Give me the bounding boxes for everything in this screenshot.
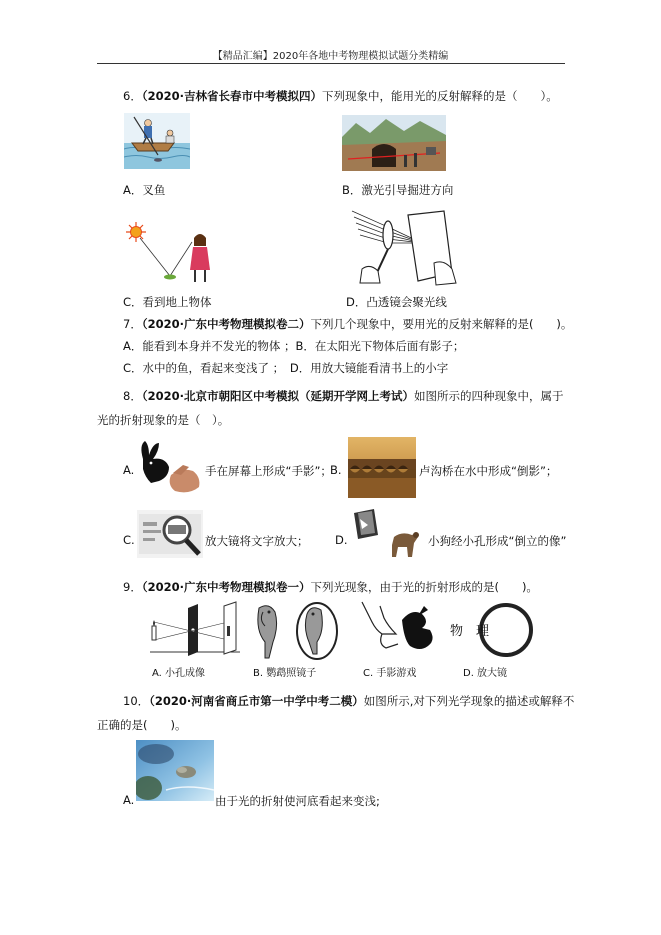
- q8-option-a-text: 手在屏幕上形成“手影”；: [205, 464, 332, 478]
- q10-riverbed-image: [136, 740, 214, 801]
- q6-seeing-object-image: [124, 220, 219, 286]
- q8-option-b-label: B.: [330, 463, 342, 477]
- q9-lens-text: 物 理: [450, 624, 490, 639]
- q10-source: （2020·河南省商丘市第一中学中考二模）: [149, 694, 364, 708]
- q6-option-a: A．叉鱼: [123, 183, 166, 197]
- q10-option-a-label: A.: [123, 793, 135, 807]
- q7-options-line-2: C．水中的鱼，看起来变浅了 ； D．用放大镜能看清书上的小字: [123, 361, 449, 375]
- q8-pinhole-dog-image: [350, 507, 426, 565]
- q7-source: （2020·广东中考物理模拟卷二）: [141, 317, 311, 331]
- question-8-stem-line-1: [123, 388, 563, 404]
- q8-option-d-text: 小狗经小孔形成“倒立的像”: [428, 534, 567, 548]
- q7-text: 下列几个现象中，要用光的反射来解释的是( )。: [310, 317, 573, 331]
- q8-bridge-reflection-image: [348, 437, 416, 498]
- q8-hand-shadow-image: [137, 437, 203, 497]
- q8-number: 8．: [123, 389, 142, 403]
- q7-options-line-1: A．能看到本身并不发光的物体 ；B．在太阳光下物体后面有影子；: [123, 339, 465, 353]
- q9-source: （2020·广东中考物理模拟卷一）: [141, 580, 311, 594]
- q6-laser-tunnel-image: [342, 115, 446, 171]
- q8-option-b-text: 卢沟桥在水中形成“倒影”；: [419, 464, 558, 478]
- question-9-stem: [123, 579, 538, 595]
- q8-stem-line-2: 光的折射现象的是（ ）。: [97, 413, 230, 427]
- q6-source: （2020·吉林省长春市中考模拟四）: [141, 89, 322, 103]
- header-rule: [97, 63, 565, 64]
- q10-text-1: 如图所示,对下列光学现象的描述或解释不: [363, 694, 575, 708]
- q8-text-1: 如图所示的四种现象中，属于: [413, 389, 564, 403]
- q6-convex-lens-image: [348, 207, 463, 289]
- page-header-title: 【精品汇编】2020年各地中考物理模拟试题分类精编: [212, 51, 449, 62]
- q10-number: 10．: [123, 694, 150, 708]
- q10-option-a-text: 由于光的折射使河底看起来变浅;: [215, 794, 380, 808]
- q9-caption-c: C. 手影游戏: [363, 668, 417, 679]
- question-7-stem: [123, 316, 572, 332]
- q9-pinhole-image: [146, 600, 244, 662]
- q9-caption-b: B. 鹦鹉照镜子: [253, 668, 317, 679]
- q8-source: （2020·北京市朝阳区中考模拟（延期开学网上考试）: [141, 389, 414, 403]
- q9-magnifier-image: [446, 600, 544, 662]
- q6-option-b: B．激光引导掘进方向: [342, 183, 454, 197]
- q6-option-c: C．看到地上物体: [123, 295, 212, 309]
- q9-hand-shadow-image: [358, 600, 442, 662]
- q6-number: 6．: [123, 89, 142, 103]
- question-10-stem-line-1: [123, 693, 574, 709]
- q6-text: 下列现象中，能用光的反射解释的是（ ）。: [321, 89, 558, 103]
- q9-parrot-mirror-image: [249, 600, 341, 662]
- question-6-stem: [123, 88, 558, 104]
- q10-stem-line-2: 正确的是( )。: [97, 718, 187, 732]
- q7-number: 7．: [123, 317, 142, 331]
- q8-option-a-label: A.: [123, 463, 135, 477]
- q8-option-c-label: C.: [123, 533, 135, 547]
- q9-caption-d: D. 放大镜: [463, 668, 508, 679]
- q6-fishing-image: [124, 113, 190, 169]
- q9-caption-a: A. 小孔成像: [152, 668, 206, 679]
- q8-option-c-text: 放大镜将文字放大；: [205, 534, 309, 548]
- q8-option-d-label: D.: [335, 533, 348, 547]
- q9-number: 9．: [123, 580, 142, 594]
- q8-magnifier-image: [137, 510, 203, 558]
- q9-text: 下列光现象，由于光的折射形成的是( )。: [310, 580, 538, 594]
- q6-option-d: D．凸透镜会聚光线: [346, 295, 447, 309]
